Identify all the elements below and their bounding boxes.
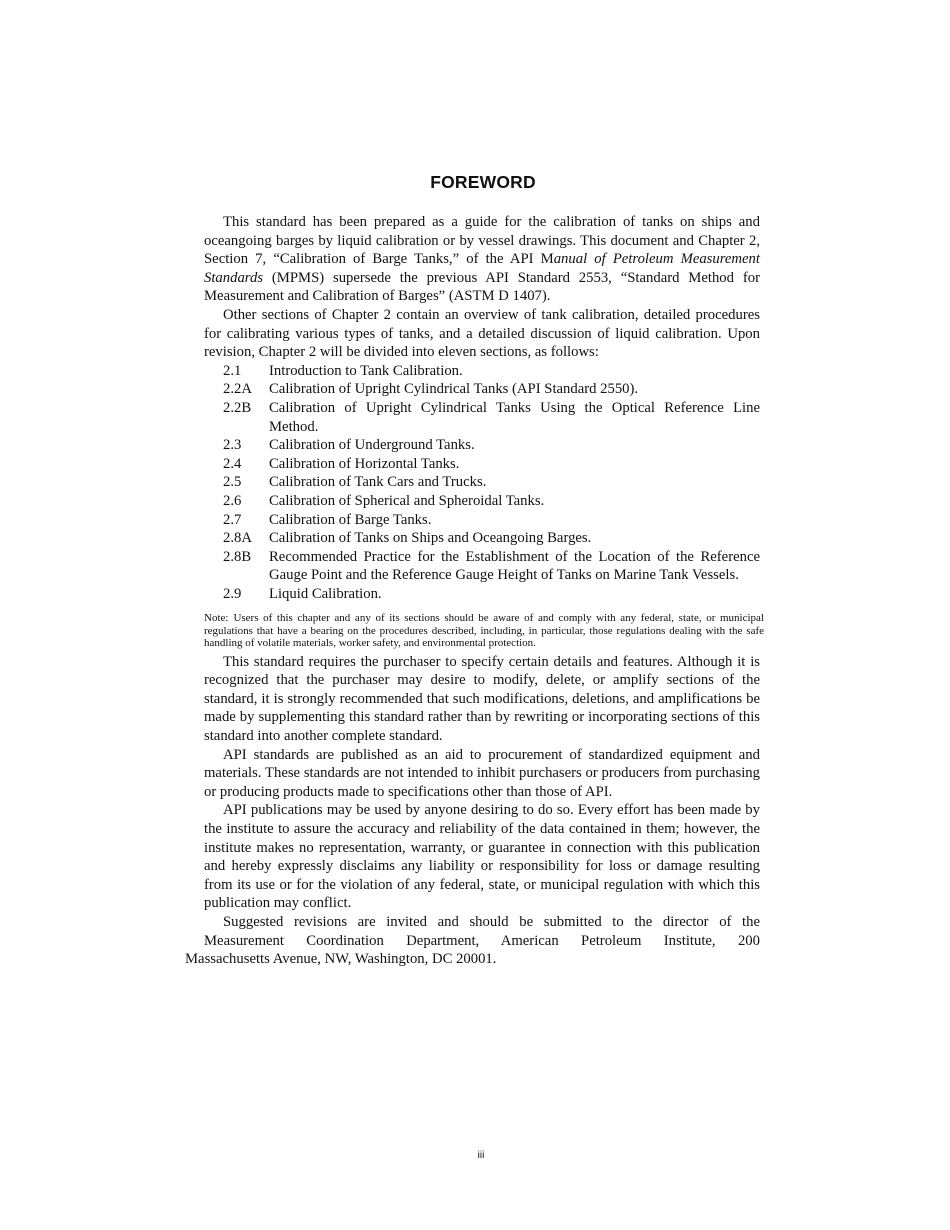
section-title: Calibration of Underground Tanks. [269,437,475,454]
section-number: 2.7 [223,511,242,528]
section-number: 2.3 [223,437,242,454]
intro-text-2: (MPMS) supersede the previous API Standard 2553, “Standard Method for Measurement and Calibration of Barges” (ASTM D 1407). [204,269,760,305]
section-number: 2.5 [223,474,242,491]
disclaimer-paragraph: API publications may be used by anyone desiring to do so. Every effort has been made by the institute to assure the accuracy and reliability of the data contained in them; however, the institute makes no representation, warranty, or guarantee in connection with this publication and hereby expressly disclaims any liability or responsibility for loss or damage resulting from its use or for the violation of any federal, state, or municipal regulation with which this publication may conflict. [204,802,760,912]
section-number: 2.1 [223,362,242,379]
section-item [204,455,760,474]
section-number: 2.4 [223,455,242,472]
page-number: iii [477,1150,485,1161]
purchaser-paragraph: This standard requires the purchaser to specify certain details and features. Although it is recognized that the purchaser may desire to modify, delete, or amplify sections of the standard, it is strongly recommended that such modifications, deletions, and amplifications be made by supplementing this standard rather than by rewriting or incorporating sections of this standard into another complete standard. [204,653,760,745]
section-item [204,511,760,530]
section-number: 2.9 [223,585,242,602]
section-item [204,380,760,399]
note-text: Users of this chapter and any of its sections should be aware of and comply with any federal, state, or municipal regulations that have a bearing on the procedures described, including, in particular, those regulations dealing with the safe handling of volatile materials, worker safety, and environmental protection. [204,612,764,650]
section-number: 2.2A [223,381,252,398]
manual-title: anual of Petroleum Measurement Standards [204,251,760,286]
section-title: Introduction to Tank Calibration. [269,362,463,379]
revisions-line-2: Massachusetts Avenue, NW, Washington, DC 20001. [185,951,497,968]
sections-intro-paragraph: Other sections of Chapter 2 contain an overview of tank calibration, detailed procedures for calibrating various types of tanks, and a detailed discussion of liquid calibration. Upon revision, Chapter 2 will be divided into eleven sections, as follows: [204,306,760,361]
section-title: Calibration of Tanks on Ships and Oceangoing Barges. [269,530,592,547]
section-title: Calibration of Upright Cylindrical Tanks Using the Optical Reference Line Method. [269,399,760,435]
section-list [204,362,760,604]
page-heading: FOREWORD [430,172,536,192]
section-item [204,529,760,548]
revisions-paragraph [185,913,760,969]
section-title: Liquid Calibration. [269,585,382,602]
section-number: 2.8A [223,530,252,547]
section-title: Recommended Practice for the Establishment of the Location of the Reference Gauge Point and the Reference Gauge Height of Tanks on Marine Tank Vessels. [269,548,760,584]
regulatory-note [204,612,764,649]
section-title: Calibration of Spherical and Spheroidal Tanks. [269,492,545,509]
procurement-paragraph: API standards are published as an aid to procurement of standardized equipment and materials. These standards are not intended to inhibit purchasers or producers from purchasing or producing products made to specifications other than those of API. [204,746,760,800]
section-number: 2.8B [223,548,252,565]
section-number: 2.2B [223,399,252,416]
section-title: Calibration of Barge Tanks. [269,511,432,528]
section-item [204,548,760,585]
foreword-body [185,213,764,969]
revisions-line-1: Suggested revisions are invited and should be submitted to the director of the Measurement Coordination Department, American Petroleum Institute, 200 [204,914,760,949]
section-item [204,362,760,381]
section-title: Calibration of Horizontal Tanks. [269,455,460,472]
section-title: Calibration of Tank Cars and Trucks. [269,474,487,491]
section-item [204,492,760,511]
intro-text-1: This standard has been prepared as a guide for the calibration of tanks on ships and oceangoing barges by liquid calibration or by vessel drawings. This document and Chapter 2, Section 7, “Calibration of Barge Tanks,” of the API M [204,214,760,268]
intro-paragraph [204,213,760,306]
section-item [204,436,760,455]
note-label: Note: [204,612,229,625]
section-item [204,399,760,436]
section-title: Calibration of Upright Cylindrical Tanks (API Standard 2550). [269,381,639,398]
section-item [204,473,760,492]
section-number: 2.6 [223,492,242,509]
section-item [204,585,760,604]
